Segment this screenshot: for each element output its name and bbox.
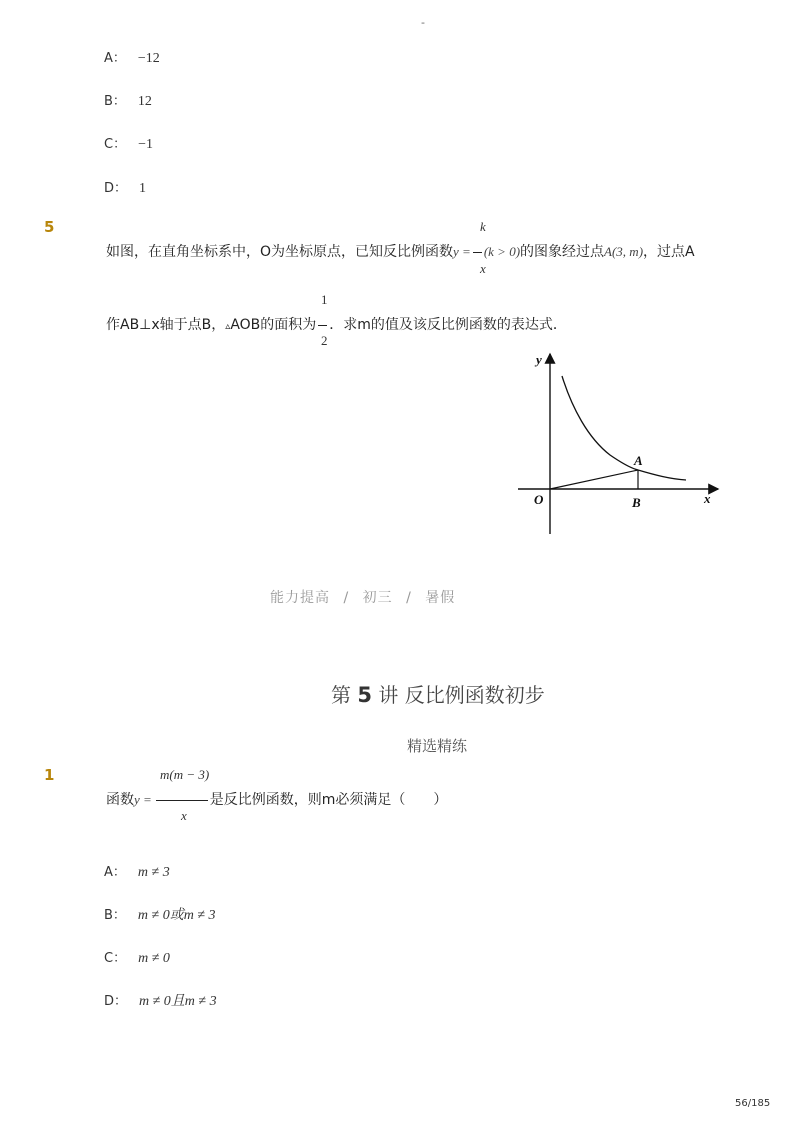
header-mark: - [421, 16, 425, 29]
q5-line2-pre: 作AB⊥x轴于点B， [106, 317, 226, 333]
lesson-number: 5 [357, 683, 372, 707]
q5-line2-mid: AOB的面积为 [230, 317, 317, 333]
option-label: A： [104, 865, 126, 880]
q5-line2-post: ．求m的值及该反比例函数的表达式． [329, 317, 567, 333]
q1-option-c[interactable] [104, 947, 170, 967]
breadcrumb-separator: / [343, 590, 350, 606]
option-label: C： [104, 951, 127, 966]
q1-post: 是反比例函数，则m必须满足（ ） [209, 792, 448, 808]
triangle-symbol: ▵ [225, 321, 231, 332]
q1-fraction-bar [156, 800, 208, 801]
x-axis-label: x [704, 491, 711, 506]
option-label: B： [104, 908, 126, 923]
q1-stem [106, 789, 447, 809]
lesson-subtitle: 精选精练 [407, 737, 468, 755]
option-label: D： [104, 994, 128, 1009]
hyperbola-curve [562, 376, 686, 480]
option-label: C： [104, 137, 127, 152]
point-b-label: B [632, 495, 641, 510]
breadcrumb-item[interactable]: 暑假 [425, 590, 456, 606]
q1-lhs: y = [134, 792, 152, 807]
option-label: B： [104, 94, 126, 109]
segment-oa [550, 470, 638, 489]
breadcrumb-separator: / [406, 590, 412, 606]
q5-line1-post: ，过点A [643, 244, 695, 260]
origin-label: O [534, 492, 544, 507]
q1-option-d[interactable] [104, 990, 217, 1010]
prev-option-b[interactable] [104, 90, 152, 110]
lesson-title-pre: 第 [331, 683, 351, 707]
q5-func-cond: (k > 0) [483, 244, 521, 259]
option-value: m ≠ 0 [138, 951, 170, 966]
option-label: D： [104, 181, 128, 196]
q1-denominator: x [181, 808, 187, 823]
q1-pre: 函数 [106, 792, 134, 808]
option-value: m ≠ 0且m ≠ 3 [139, 994, 217, 1009]
prev-option-c[interactable] [104, 133, 153, 153]
question-1-number: 1 [44, 766, 55, 784]
page-number: 56/185 [735, 1098, 771, 1109]
q5-line1-pre: 如图，在直角坐标系中，O为坐标原点，已知反比例函数 [106, 244, 454, 260]
q1-numerator: m(m − 3) [160, 767, 210, 782]
option-value: −1 [138, 137, 153, 152]
q1-option-b[interactable] [104, 904, 216, 924]
prev-option-a[interactable] [104, 47, 160, 67]
option-label: A： [104, 51, 126, 66]
q5-line2 [106, 314, 567, 334]
q5-line1 [106, 241, 695, 261]
lesson-title-post: 讲 反比例函数初步 [378, 683, 545, 707]
q5-line1-mid: 的图象经过点 [520, 244, 605, 260]
lesson-title [331, 679, 545, 708]
breadcrumb-item[interactable]: 能力提高 [270, 590, 330, 606]
q5-fraction-bar [473, 252, 482, 253]
breadcrumb [270, 587, 455, 607]
option-value: −12 [137, 51, 160, 66]
q5-point: A(3, m) [604, 244, 644, 259]
prev-option-d[interactable] [104, 177, 146, 197]
question-5-number: 5 [44, 218, 55, 236]
breadcrumb-item[interactable]: 初三 [362, 590, 393, 606]
option-value: 12 [137, 94, 152, 109]
option-value: m ≠ 0或m ≠ 3 [137, 908, 216, 923]
q5-area-fraction-bar [318, 325, 327, 326]
hyperbola-graph [510, 348, 730, 540]
point-a-label: A [634, 453, 643, 468]
q5-func-lhs: y = [453, 244, 471, 259]
option-value: m ≠ 3 [137, 865, 170, 880]
option-value: 1 [139, 181, 147, 196]
y-axis-label: y [536, 352, 542, 367]
q5-func-numerator: k [480, 219, 486, 234]
q5-area-numerator: 1 [321, 292, 328, 307]
q1-option-a[interactable] [104, 861, 170, 881]
q5-area-denominator: 2 [321, 333, 328, 348]
q5-func-denominator: x [480, 261, 486, 276]
